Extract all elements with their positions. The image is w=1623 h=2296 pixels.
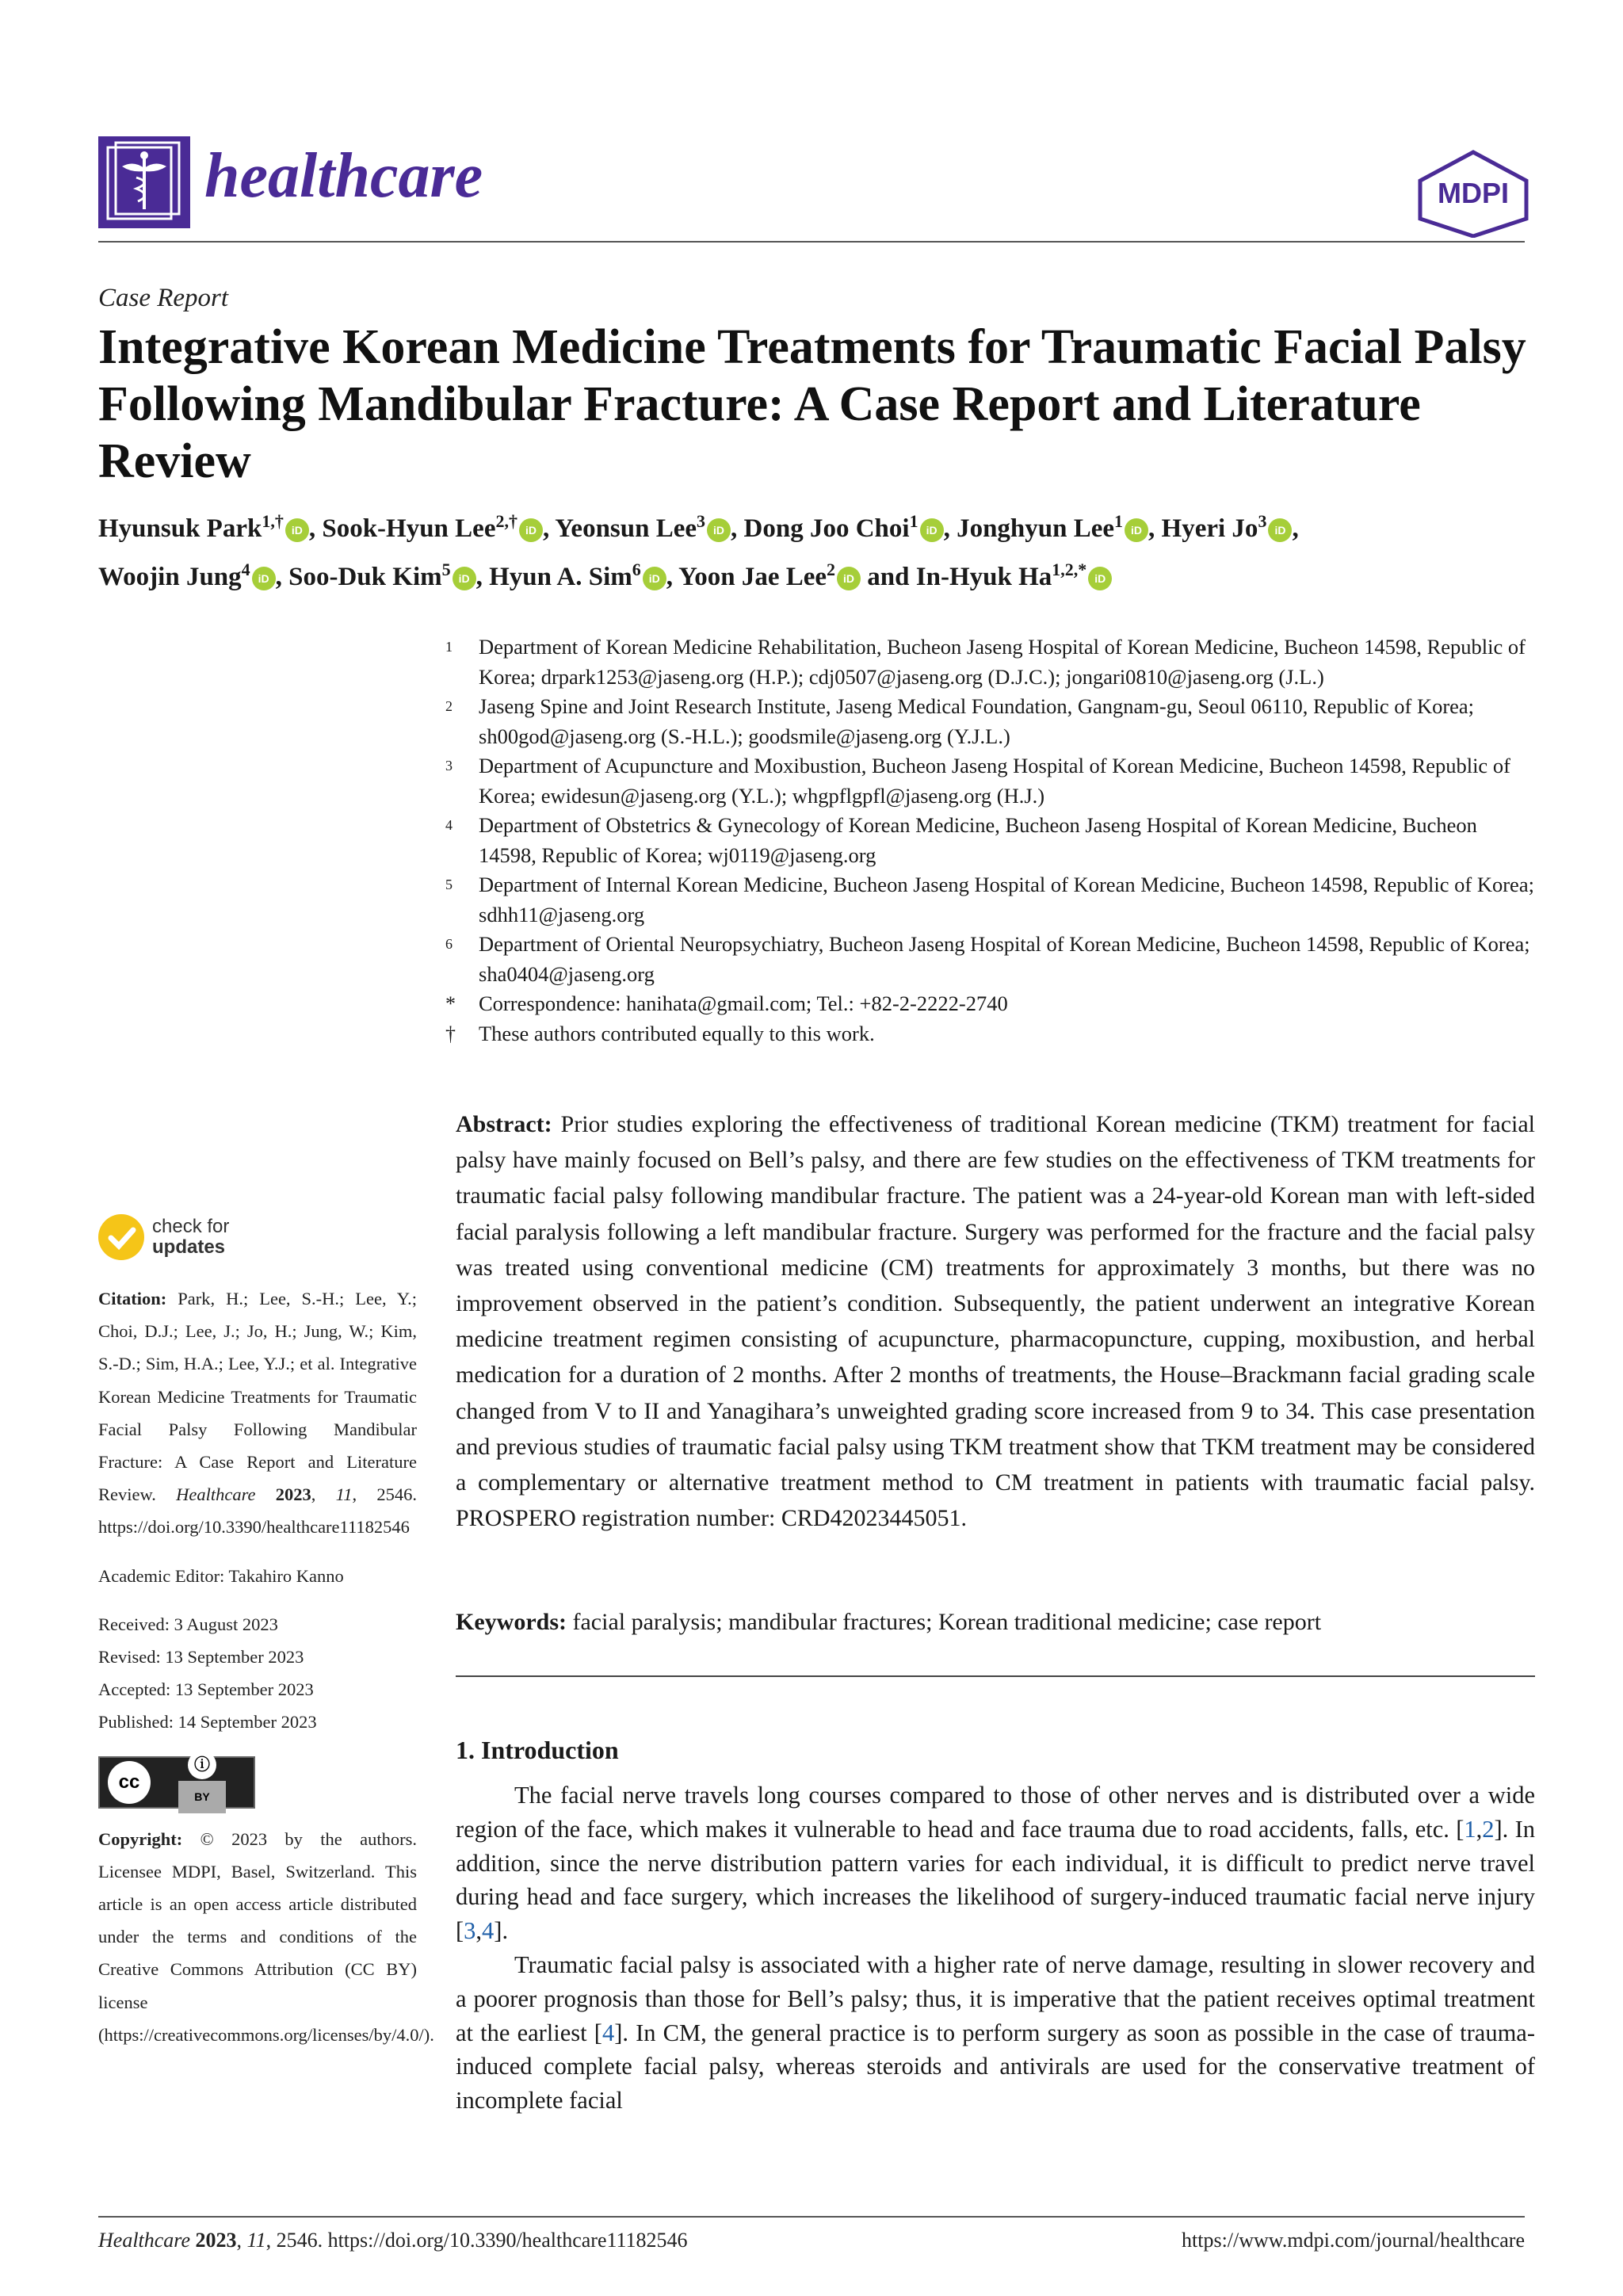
- mdpi-logo-text: MDPI: [1438, 177, 1509, 209]
- article-info-sidebar: [98, 1282, 434, 2051]
- author-affiliation-mark: 1: [1114, 511, 1124, 531]
- author-separator: ,: [1292, 514, 1299, 543]
- author-name[interactable]: Dong Joo Choi: [743, 514, 910, 543]
- cc-by-license-badge[interactable]: [98, 1756, 255, 1809]
- affiliation-item: [445, 692, 1539, 751]
- header-divider: [98, 241, 1525, 243]
- affiliation-mark: *: [445, 992, 456, 1015]
- author-affiliation-mark: 5: [441, 560, 451, 579]
- citation-text: Park, H.; Lee, S.-H.; Lee, Y.; Choi, D.J.; Lee, J.; Jo, H.; Jung, W.; Kim, S.-D.; Sim, H.A.; Lee, Y.J.; et al. Integrative Korean Medicine Treatments for Traumatic Facial Palsy Following Mandibular Fracture: A Case Report and Literature Review.: [98, 1289, 418, 1505]
- affiliation-item: [445, 632, 1539, 692]
- author-separator: ,: [308, 514, 323, 543]
- reference-link[interactable]: 3: [464, 1917, 476, 1945]
- reference-link[interactable]: 2: [1482, 1815, 1495, 1843]
- author-name[interactable]: Jonghyun Lee: [957, 514, 1115, 543]
- author-separator: ,: [475, 563, 490, 591]
- affiliation-mark: 3: [445, 758, 453, 774]
- author-separator: ,: [666, 563, 679, 591]
- author-separator: ,: [943, 514, 957, 543]
- orcid-icon[interactable]: iD: [837, 567, 861, 590]
- affiliation-item: [445, 751, 1539, 811]
- date-accepted: Accepted: 13 September 2023: [98, 1679, 314, 1700]
- orcid-icon[interactable]: iD: [453, 567, 476, 590]
- citation-year: 2023: [275, 1484, 311, 1505]
- citation-volume: 11: [335, 1484, 353, 1505]
- orcid-icon[interactable]: iD: [1088, 567, 1112, 590]
- reference-link[interactable]: 1: [1464, 1815, 1476, 1843]
- footer-divider: [98, 2216, 1525, 2218]
- author-name[interactable]: Hyeri Jo: [1161, 514, 1258, 543]
- author-affiliation-mark: 4: [241, 560, 250, 579]
- author-separator: ,: [542, 514, 556, 543]
- citation-block: Citation: Park, H.; Lee, S.-H.; Lee, Y.; Choi, D.J.; Lee, J.; Jo, H.; Jung, W.; Kim, S.-D.; Sim, H.A.; Lee, Y.J.; et al. Integrative Korean Medicine Treatments for Traumatic Facial Palsy Following Mandibular Fracture: A Case Report and Literature Review. Healthcare 2023, 11, 2546. https://doi.org/10.3390/healthcare11182546: [98, 1289, 418, 1538]
- author-affiliation-mark: 3: [1258, 511, 1267, 531]
- keywords-text: facial paralysis; mandibular fractures; Korean traditional medicine; case report: [572, 1609, 1322, 1635]
- author-name[interactable]: Hyun A. Sim: [489, 563, 632, 591]
- check-for-updates-button[interactable]: [98, 1214, 229, 1260]
- affiliation-text: Department of Obstetrics & Gynecology of Korean Medicine, Bucheon Jaseng Hospital of Korean Medicine, Bucheon 14598, Republic of Korea; wj0119@jaseng.org: [479, 813, 1477, 867]
- affiliation-item: [445, 811, 1539, 870]
- affiliation-mark: †: [445, 1022, 456, 1045]
- attribution-icon: ⓘ: [188, 1751, 216, 1779]
- affiliation-text: Department of Acupuncture and Moxibustion, Bucheon Jaseng Hospital of Korean Medicine, Bucheon 14598, Republic of Korea; ewidesun@jaseng.org (Y.L.); whgpflgpfl@jaseng.org (H.J.): [479, 754, 1510, 808]
- orcid-icon[interactable]: iD: [285, 518, 309, 542]
- affiliation-text: Correspondence: hanihata@gmail.com; Tel.: +82-2-2222-2740: [479, 991, 1008, 1015]
- affiliation-item: [445, 1019, 1539, 1049]
- orcid-icon[interactable]: iD: [707, 518, 731, 542]
- footer-citation: Healthcare 2023, 11, 2546. https://doi.org/10.3390/healthcare11182546: [98, 2229, 688, 2252]
- copyright-label: Copyright:: [98, 1828, 183, 1849]
- author-name[interactable]: In-Hyuk Ha: [915, 563, 1052, 591]
- affiliation-mark: 4: [445, 817, 453, 833]
- affiliation-item: [445, 989, 1539, 1019]
- author-affiliation-mark: 6: [632, 560, 641, 579]
- affiliation-item: [445, 930, 1539, 989]
- mdpi-logo[interactable]: [1414, 149, 1533, 242]
- abstract-label: Abstract:: [456, 1111, 552, 1137]
- author-separator: ,: [1148, 514, 1162, 543]
- date-received: Received: 3 August 2023: [98, 1614, 278, 1634]
- check-updates-line2: updates: [152, 1236, 226, 1258]
- section-heading: 1. Introduction: [456, 1736, 619, 1764]
- affiliation-mark: 2: [445, 698, 453, 714]
- author-separator: and: [861, 563, 916, 591]
- date-revised: Revised: 13 September 2023: [98, 1647, 304, 1668]
- author-list: [98, 501, 1541, 598]
- author-name[interactable]: Soo-Duk Kim: [288, 563, 442, 591]
- author-affiliation-mark: 1,†: [262, 511, 284, 531]
- affiliation-text: Department of Internal Korean Medicine, Bucheon Jaseng Hospital of Korean Medicine, Bucheon 14598, Republic of Korea; sdhh11@jaseng.org: [479, 873, 1534, 926]
- orcid-icon[interactable]: iD: [252, 567, 276, 590]
- paragraph: Traumatic facial palsy is associated with a higher rate of nerve damage, resulting in slower recovery and a poorer prognosis than those for Bell’s palsy; thus, it is imperative that the patient receives optimal treatment at the earliest [4]. In CM, the general practice is to perform surgery as soon as possible in the case of trauma-induced complete facial palsy, whereas steroids and antivirals are used for the conservative treatment of incomplete facial: [456, 1950, 1535, 2115]
- affiliation-mark: 1: [445, 639, 453, 655]
- check-updates-line1: check for: [152, 1216, 230, 1237]
- orcid-icon[interactable]: iD: [1268, 518, 1292, 542]
- author-affiliation-mark: 1,2,*: [1052, 560, 1087, 579]
- affiliation-mark: 5: [445, 877, 453, 892]
- author-affiliation-mark: 2: [827, 560, 836, 579]
- reference-link[interactable]: 4: [601, 2019, 615, 2046]
- check-updates-icon: [98, 1214, 144, 1260]
- author-name[interactable]: Yeonsun Lee: [555, 514, 697, 543]
- citation-journal: Healthcare: [176, 1484, 256, 1505]
- affiliation-text: Department of Korean Medicine Rehabilitation, Bucheon Jaseng Hospital of Korean Medicine, Bucheon 14598, Republic of Korea; drpark1253@jaseng.org (H.P.); cdj0507@jaseng.org (D.J.C.); jongari0810@jaseng.org (J.L.): [479, 635, 1526, 689]
- author-separator: ,: [275, 563, 289, 591]
- author-separator: ,: [731, 514, 744, 543]
- orcid-icon[interactable]: iD: [643, 567, 666, 590]
- cc-icon: cc: [108, 1761, 151, 1804]
- author-name[interactable]: Sook-Hyun Lee: [322, 514, 496, 543]
- author-affiliation-mark: 2,†: [495, 511, 517, 531]
- author-affiliation-mark: 1: [909, 511, 918, 531]
- abstract: [456, 1106, 1535, 1536]
- affiliation-text: Department of Oriental Neuropsychiatry, Bucheon Jaseng Hospital of Korean Medicine, Bucheon 14598, Republic of Korea; sha0404@jaseng.org: [479, 932, 1530, 986]
- journal-logo[interactable]: [98, 136, 190, 228]
- orcid-icon[interactable]: iD: [920, 518, 944, 542]
- copyright-text: © 2023 by the authors. Licensee MDPI, Basel, Switzerland. This article is an open access article distributed under the terms and conditions of the Creative Commons Attribution (CC BY) license (https://creativecommons.org/licenses/by/4.0/).: [98, 1828, 434, 2045]
- orcid-icon[interactable]: iD: [519, 518, 543, 542]
- caduceus-icon: [98, 136, 190, 228]
- footer-doi-link[interactable]: , 2546. https://doi.org/10.3390/healthcare11182546: [265, 2229, 688, 2252]
- journal-name[interactable]: healthcare: [204, 141, 483, 211]
- author-affiliation-mark: 3: [697, 511, 706, 531]
- citation-doi[interactable]: , 2546. https://doi.org/10.3390/healthcare11182546: [98, 1484, 418, 1538]
- by-label: BY: [178, 1781, 225, 1813]
- author-name[interactable]: Yoon Jae Lee: [678, 563, 827, 591]
- copyright-block: [98, 1823, 434, 2051]
- academic-editor: Academic Editor: Takahiro Kanno: [98, 1565, 344, 1586]
- journal-url-link[interactable]: https://www.mdpi.com/journal/healthcare: [1182, 2229, 1525, 2252]
- introduction-body: [456, 1778, 1535, 2118]
- article-title: Integrative Korean Medicine Treatments for Traumatic Facial Palsy Following Mandibular Fracture: A Case Report and Literature Review: [98, 320, 1526, 488]
- article-type: Case Report: [98, 284, 229, 312]
- affiliations: [445, 632, 1539, 1049]
- reference-link[interactable]: 4: [482, 1917, 495, 1945]
- affiliation-mark: 6: [445, 936, 453, 952]
- affiliation-text: These authors contributed equally to this work.: [479, 1021, 875, 1045]
- orcid-icon[interactable]: iD: [1125, 518, 1148, 542]
- author-name[interactable]: Woojin Jung: [98, 563, 242, 591]
- date-published: Published: 14 September 2023: [98, 1712, 317, 1733]
- section-divider: [456, 1675, 1535, 1677]
- affiliation-item: [445, 870, 1539, 930]
- paragraph: The facial nerve travels long courses compared to those of other nerves and is distributed over a wide region of the face, which makes it vulnerable to head and face trauma due to road accidents, falls, etc. [1,2]. In addition, since the nerve distribution pattern varies for each individual, it is difficult to predict nerve travel during head and face surgery, which increases the likelihood of surgery-induced traumatic facial nerve injury [3,4].: [456, 1782, 1535, 1945]
- keywords-label: Keywords:: [456, 1609, 567, 1635]
- affiliation-text: Jaseng Spine and Joint Research Institute, Jaseng Medical Foundation, Gangnam-gu, Seoul 06110, Republic of Korea; sh00god@jaseng.org (S.-H.L.); goodsmile@jaseng.org (Y.J.L.): [479, 694, 1475, 748]
- author-name[interactable]: Hyunsuk Park: [98, 514, 262, 543]
- abstract-text: Prior studies exploring the effectiveness of traditional Korean medicine (TKM) treatment for facial palsy have mainly focused on Bell’s palsy, and there are few studies on the effectiveness of TKM treatments for traumatic facial palsy following mandibular fracture. The patient was a 24-year-old Korean man with left-sided facial paralysis following a left mandibular fracture. Surgery was performed for the fracture and the facial palsy was treated using conventional medicine (CM) treatments for approximately 3 months, but there was no improvement observed in the patient’s condition. Subsequently, the patient underwent an integrative Korean medicine treatment regimen consisting of acupuncture, pharmacopuncture, cupping, moxibustion, and herbal medication for a duration of 2 months. After 2 months of treatments, the House–Brackmann facial grading scale changed from V to II and Yanagihara’s unweighted grading score increased from 9 to 34. This case presentation and previous studies of traumatic facial palsy using TKM treatment show that TKM treatment may be considered a complementary or alternative treatment method to CM treatment in patients with traumatic facial palsy. PROSPERO registration number: CRD42023445051.: [456, 1111, 1536, 1532]
- dates-list: [98, 1608, 417, 1739]
- citation-label: Citation:: [98, 1289, 167, 1308]
- keywords: [456, 1604, 1535, 1640]
